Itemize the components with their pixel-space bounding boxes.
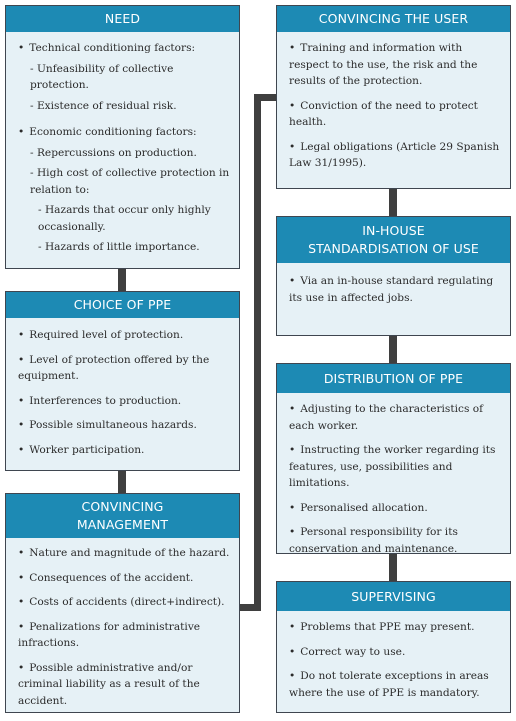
need-economic-label: Economic conditioning factors: <box>29 126 197 138</box>
user-title: CONVINCING THE USER <box>318 11 469 26</box>
connector-user-standard <box>389 188 397 217</box>
bullet: • <box>18 394 25 407</box>
need-econ-sub-2: - High cost of collective protection in relation to: <box>30 167 230 196</box>
list-item: • Legal obligations (Article 29 Spanish Law 31/1995). <box>289 140 500 169</box>
management-box <box>5 493 240 713</box>
list-item: • Adjusting to the characteristics of each worker. <box>289 403 484 432</box>
bullet: • <box>289 99 296 112</box>
bullet: • <box>18 661 25 674</box>
management-body <box>6 538 239 721</box>
standard-header <box>277 217 510 263</box>
list-item: • Nature and magnitude of the hazard. <box>18 545 231 562</box>
connector-standard-distribution <box>389 335 397 364</box>
user-body <box>277 32 510 184</box>
distribution-body <box>277 393 510 569</box>
need-economic-factors <box>18 124 231 141</box>
bullet: • <box>289 621 296 633</box>
need-econ-subsub-1: - Hazards that occur only highly occasionally. <box>38 204 211 233</box>
supervising-box <box>276 581 511 713</box>
list-item: • Possible administrative and/or criminal liability as a result of the accident. <box>18 661 200 707</box>
list-item: • Via an in-house standard regulating its use in affected jobs. <box>289 275 494 304</box>
list-item: • Costs of accidents (direct+indirect). <box>18 594 231 611</box>
bullet: • <box>18 620 25 633</box>
supervising-header <box>277 582 510 611</box>
bullet: • <box>289 42 296 54</box>
bullet: • <box>289 140 296 153</box>
need-tech-sub-2: - Existence of residual risk. <box>30 99 177 112</box>
bullet: • <box>18 571 25 584</box>
choice-title: CHOICE OF PPE <box>73 297 172 312</box>
bullet: • <box>289 275 296 287</box>
management-title: CONVINCING MANAGEMENT <box>76 499 169 532</box>
need-econ-subsub-2: - Hazards of little importance. <box>38 241 200 253</box>
need-technical-factors <box>18 40 231 57</box>
list-item: • Worker participation. <box>18 442 231 459</box>
need-title: NEED <box>104 11 141 26</box>
list-item: • Problems that PPE may present. <box>289 619 502 636</box>
list-item: • Conviction of the need to protect health. <box>289 99 478 128</box>
management-header <box>6 494 239 538</box>
need-econ-sub-1: - Repercussions on production. <box>30 146 197 159</box>
choice-body <box>6 318 239 470</box>
bullet: • <box>18 443 25 456</box>
need-box <box>5 5 240 269</box>
bullet: • <box>18 547 25 559</box>
distribution-box <box>276 363 511 554</box>
list-item: • Instructing the worker regarding its features, use, possibilities and limitations. <box>289 444 496 489</box>
supervising-title: SUPERVISING <box>351 588 436 604</box>
distribution-title: DISTRIBUTION OF PPE <box>323 370 464 386</box>
list-item: • Do not tolerate exceptions in areas where the use of PPE is mandatory. <box>289 670 489 699</box>
bullet: • <box>289 501 296 514</box>
bullet: • <box>289 526 296 538</box>
bullet: • <box>18 126 25 138</box>
bullet: • <box>18 419 25 431</box>
list-item: • Consequences of the accident. <box>18 570 231 587</box>
connector-need-choice <box>118 268 126 292</box>
choice-header <box>6 292 239 318</box>
list-item: • Personal responsibility for its conservation and maintenance. <box>289 526 458 555</box>
list-item: • Interferences to production. <box>18 393 231 410</box>
user-box <box>276 5 511 189</box>
need-tech-sub-1: - Unfeasibility of collective protection. <box>30 62 174 91</box>
need-technical-label: Technical conditioning factors: <box>29 42 196 54</box>
list-item: • Penalizations for administrative infractions. <box>18 620 201 649</box>
standard-box <box>276 216 511 336</box>
need-header <box>6 6 239 32</box>
list-item: • Training and information with respect to the use, the risk and the results of the protection. <box>289 42 478 87</box>
standard-title: IN-HOUSE STANDARDISATION OF USE <box>308 223 479 256</box>
user-header <box>277 6 510 32</box>
list-item: • Level of protection offered by the equipment. <box>18 353 210 382</box>
need-body <box>6 32 239 264</box>
bullet: • <box>18 596 25 608</box>
connector-top-horizontal <box>254 94 278 101</box>
connector-vertical-trunk <box>254 94 261 611</box>
list-item: • Personalised allocation. <box>289 500 502 517</box>
bullet: • <box>289 444 296 456</box>
bullet: • <box>18 329 25 341</box>
choice-box <box>5 291 240 471</box>
bullet: • <box>289 403 296 415</box>
bullet: • <box>18 353 25 366</box>
list-item: • Correct way to use. <box>289 644 502 661</box>
connector-choice-management <box>118 470 126 494</box>
standard-body <box>277 263 510 318</box>
bullet: • <box>289 670 296 682</box>
bullet: • <box>18 42 25 54</box>
bullet: • <box>289 645 296 658</box>
distribution-header <box>277 364 510 393</box>
list-item: • Possible simultaneous hazards. <box>18 417 231 434</box>
list-item: • Required level of protection. <box>18 327 231 344</box>
supervising-body <box>277 611 510 713</box>
